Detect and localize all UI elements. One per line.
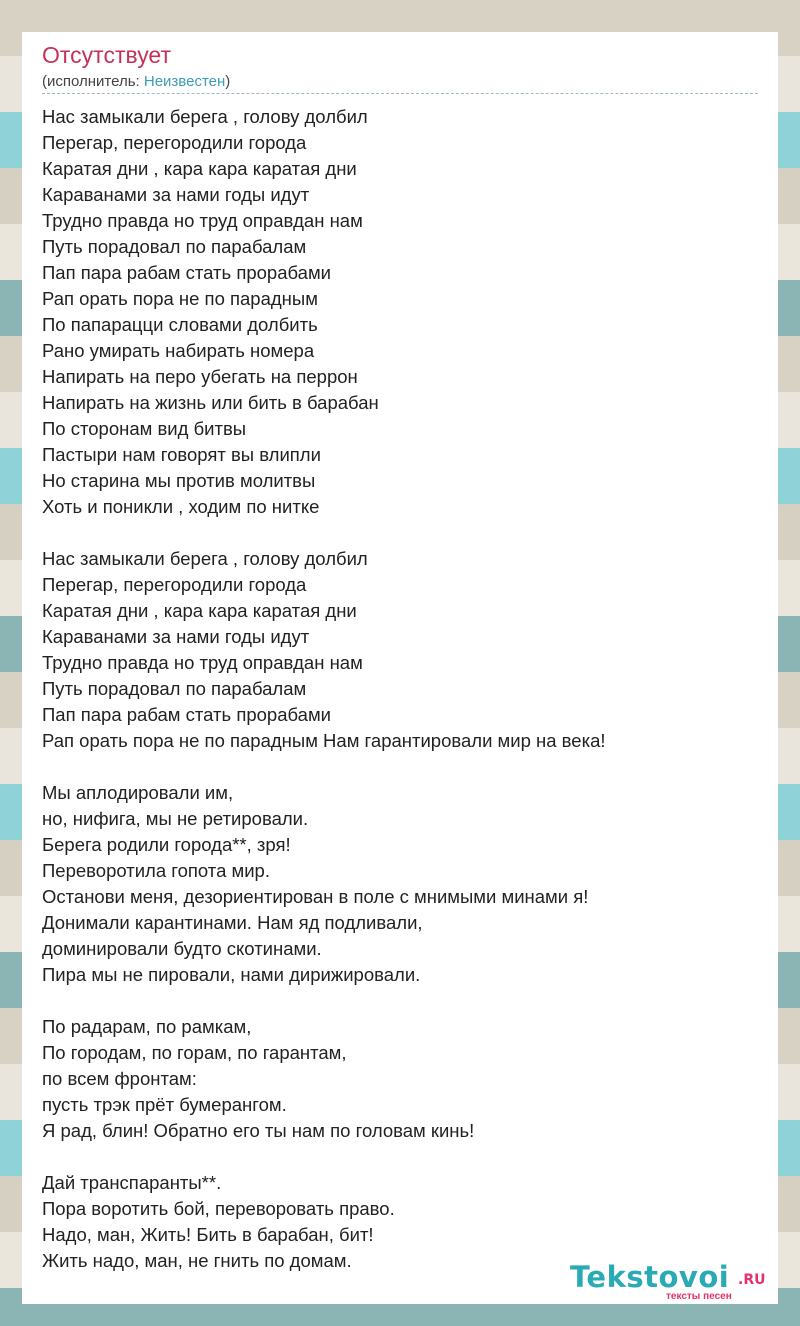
artist-prefix: (исполнитель: [42, 73, 144, 90]
lyric-line: Каратая дни , кара кара каратая дни [42, 158, 357, 179]
lyric-line: пусть трэк прёт бумерангом. [42, 1094, 287, 1115]
lyric-line: Нас замыкали берега , голову долбил [42, 106, 368, 127]
lyric-line: Переворотила гопота мир. [42, 860, 270, 881]
lyric-line: Пора воротить бой, переворовать право. [42, 1198, 395, 1219]
lyric-line: Но старина мы против молитвы [42, 470, 316, 491]
song-title: Отсутствует [42, 42, 171, 68]
artist-line [42, 73, 230, 90]
lyric-line: По городам, по горам, по гарантам, [42, 1042, 347, 1063]
lyric-line: Я рад, блин! Обратно его ты нам по головам кинь! [42, 1120, 475, 1141]
lyric-line: Каратая дни , кара кара каратая дни [42, 600, 357, 621]
lyric-line: Напирать на жизнь или бить в барабан [42, 392, 379, 413]
lyrics-stanza [42, 780, 762, 988]
lyric-line: Путь порадовал по парабалам [42, 236, 307, 257]
lyric-line: По сторонам вид битвы [42, 418, 247, 439]
logo-tagline: тексты песен [666, 1291, 732, 1302]
lyric-line: Караванами за нами годы идут [42, 184, 310, 205]
lyric-line: Берега родили города**, зря! [42, 834, 291, 855]
lyrics-card [22, 32, 778, 1304]
lyric-line: Пап пара рабам стать прорабами [42, 262, 331, 283]
lyric-line: Путь порадовал по парабалам [42, 678, 307, 699]
lyric-line: но, нифига, мы не ретировали. [42, 808, 309, 829]
lyric-line: Напирать на перо убегать на перрон [42, 366, 358, 387]
lyric-line: Жить надо, ман, не гнить по домам. [42, 1250, 352, 1271]
lyric-line: Перегар, перегородили города [42, 132, 307, 153]
lyric-line: Трудно правда но труд оправдан нам [42, 210, 363, 231]
lyric-line: Пастыри нам говорят вы влипли [42, 444, 321, 465]
lyric-line: Трудно правда но труд оправдан нам [42, 652, 363, 673]
artist-suffix: ) [225, 73, 231, 90]
artist-link[interactable]: Неизвестен [143, 73, 226, 90]
lyric-line: Нас замыкали берега , голову долбил [42, 548, 368, 569]
lyric-line: доминировали будто скотинами. [42, 938, 322, 959]
lyric-line: Дай транспаранты**. [42, 1172, 222, 1193]
lyric-line: По папарацци словами долбить [42, 314, 318, 335]
logo-tld: .RU [738, 1272, 766, 1288]
lyrics-stanza [42, 1170, 762, 1274]
lyric-line: Мы аплодировали им, [42, 782, 234, 803]
lyric-line: Хоть и поникли , ходим по нитке [42, 496, 320, 517]
lyric-line: Караванами за нами годы идут [42, 626, 310, 647]
lyric-line: Рап орать пора не по парадным [42, 288, 318, 309]
lyric-line: По радарам, по рамкам, [42, 1016, 252, 1037]
lyrics-stanza [42, 104, 762, 520]
site-logo[interactable] [570, 1260, 770, 1302]
lyric-line: Перегар, перегородили города [42, 574, 307, 595]
lyric-line: Надо, ман, Жить! Бить в барабан, бит! [42, 1224, 374, 1245]
logo-name: Tekstovoi [570, 1260, 730, 1294]
lyric-line: Останови меня, дезориентирован в поле с мнимыми минами я! [42, 886, 589, 907]
lyrics-stanza [42, 1014, 762, 1144]
lyrics-body [42, 104, 762, 1300]
lyric-line: Пап пара рабам стать прорабами [42, 704, 331, 725]
lyric-line: Пира мы не пировали, нами дирижировали. [42, 964, 421, 985]
lyric-line: Рано умирать набирать номера [42, 340, 315, 361]
lyric-line: Рап орать пора не по парадным Нам гарантировали мир на века! [42, 730, 606, 751]
lyrics-stanza [42, 546, 762, 754]
lyric-line: Донимали карантинами. Нам яд подливали, [42, 912, 423, 933]
lyric-line: по всем фронтам: [42, 1068, 197, 1089]
header-divider [42, 93, 758, 94]
